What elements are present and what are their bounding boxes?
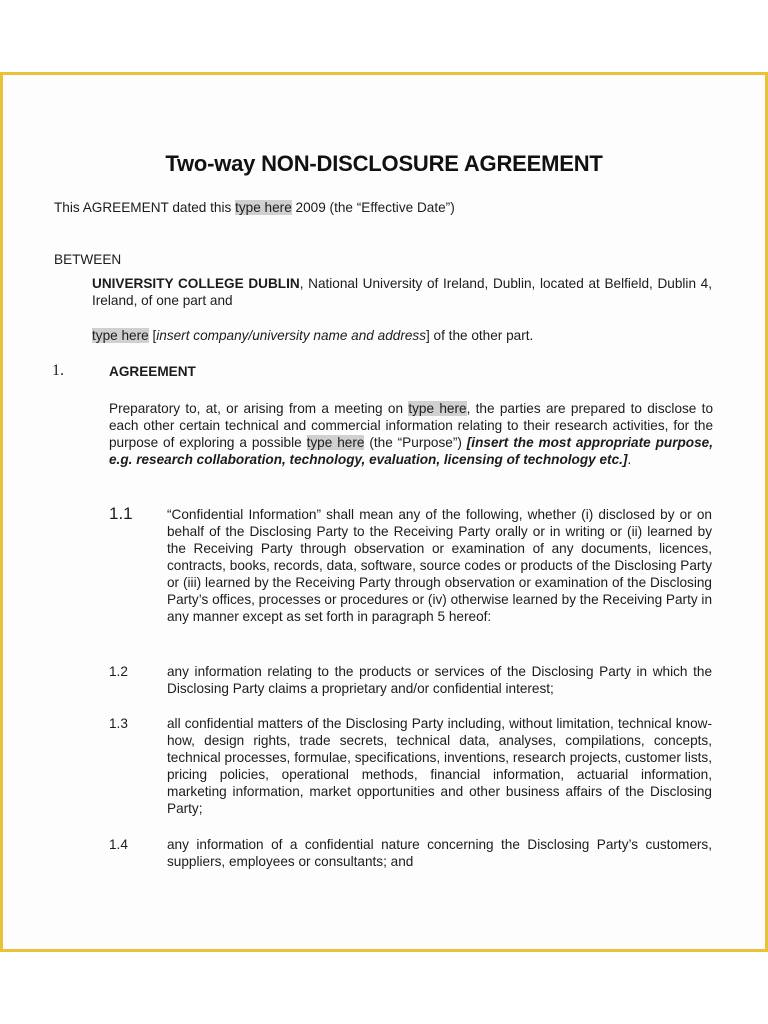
clause-1-4-number: 1.4: [109, 837, 128, 852]
party2-placeholder[interactable]: type here: [92, 328, 149, 343]
section-1-heading: AGREEMENT: [109, 364, 196, 379]
clause-1-4-text: any information of a confidential nature concerning the Disclosing Party’s customers, suppliers, employees or consultants; and: [167, 837, 712, 869]
document-title: Two-way NON-DISCLOSURE AGREEMENT: [165, 151, 603, 176]
intro-date-text: 2009 (the “Effective Date”): [291, 200, 455, 215]
clause-1-3-text: all confidential matters of the Disclosing Party including, without limitation, technical know-how, design rights, trade secrets, technical data, analyses, compilations, concepts, technical processes, formulae, specifications, inventions, research projects, customer lists, pricing policies, operational methods, financial information, actuarial information, marketing information, market opportunities and other business affairs of the Disclosing Party;: [167, 716, 712, 816]
purpose-instruction: [insert the most appropriate purpose, e.g. research collaboration, technology, evaluation, licensing of technology etc.]: [109, 435, 714, 467]
section-1-number: 1.: [52, 362, 64, 379]
intro-text: This AGREEMENT dated this: [54, 200, 236, 215]
purpose-placeholder[interactable]: type here: [306, 435, 365, 450]
document-page: [3, 75, 765, 949]
section-1-text-c: (the “Purpose”): [364, 435, 467, 450]
section-1-end: .: [627, 452, 632, 467]
party2-closing: ] of the other part.: [426, 328, 534, 343]
party1-paragraph: [92, 275, 712, 309]
section-1-paragraph: [109, 400, 713, 468]
clause-1-3-number: 1.3: [109, 716, 128, 731]
document-frame: [0, 72, 768, 952]
party1-description: , National University of Ireland, Dublin, located at Belfield, Dublin 4, Ireland, of one part and: [92, 276, 712, 308]
party2-instruction: insert company/university name and address: [156, 328, 426, 343]
party2-paragraph: [92, 327, 533, 344]
clause-1-1-number: 1.1: [109, 504, 133, 523]
party2-open-bracket: [: [148, 328, 157, 343]
meeting-placeholder[interactable]: type here: [408, 401, 467, 416]
between-label: BETWEEN: [54, 252, 122, 267]
section-1-text-b: , the parties are prepared to disclose to each other certain technical and commercial information relating to their research activities, for the purpose of exploring a possible: [109, 401, 714, 450]
clause-1-1-text: “Confidential Information” shall mean any of the following, whether (i) disclosed by or on behalf of the Disclosing Party to the Receiving Party orally or in writing or (ii) learned by the Receiving Party through observation or examination of any documents, licences, contracts, books, records, data, software, source codes or products of the Disclosing Party or (iii) learned by the Receiving Party through observation or examination of the Disclosing Party’s offices, processes or procedures or (iv) otherwise learned by the Receiving Party in any manner except as set forth in paragraph 5 hereof:: [167, 507, 713, 624]
intro-line: [54, 199, 455, 216]
clause-1-2-text: any information relating to the products or services of the Disclosing Party in which the Disclosing Party claims a proprietary and/or confidential interest;: [167, 664, 712, 696]
section-1-text-a: Preparatory to, at, or arising from a meeting on: [109, 401, 409, 416]
party1-name: UNIVERSITY COLLEGE DUBLIN: [92, 276, 300, 291]
clause-1-2-number: 1.2: [109, 664, 128, 679]
intro-placeholder[interactable]: type here: [235, 200, 292, 215]
